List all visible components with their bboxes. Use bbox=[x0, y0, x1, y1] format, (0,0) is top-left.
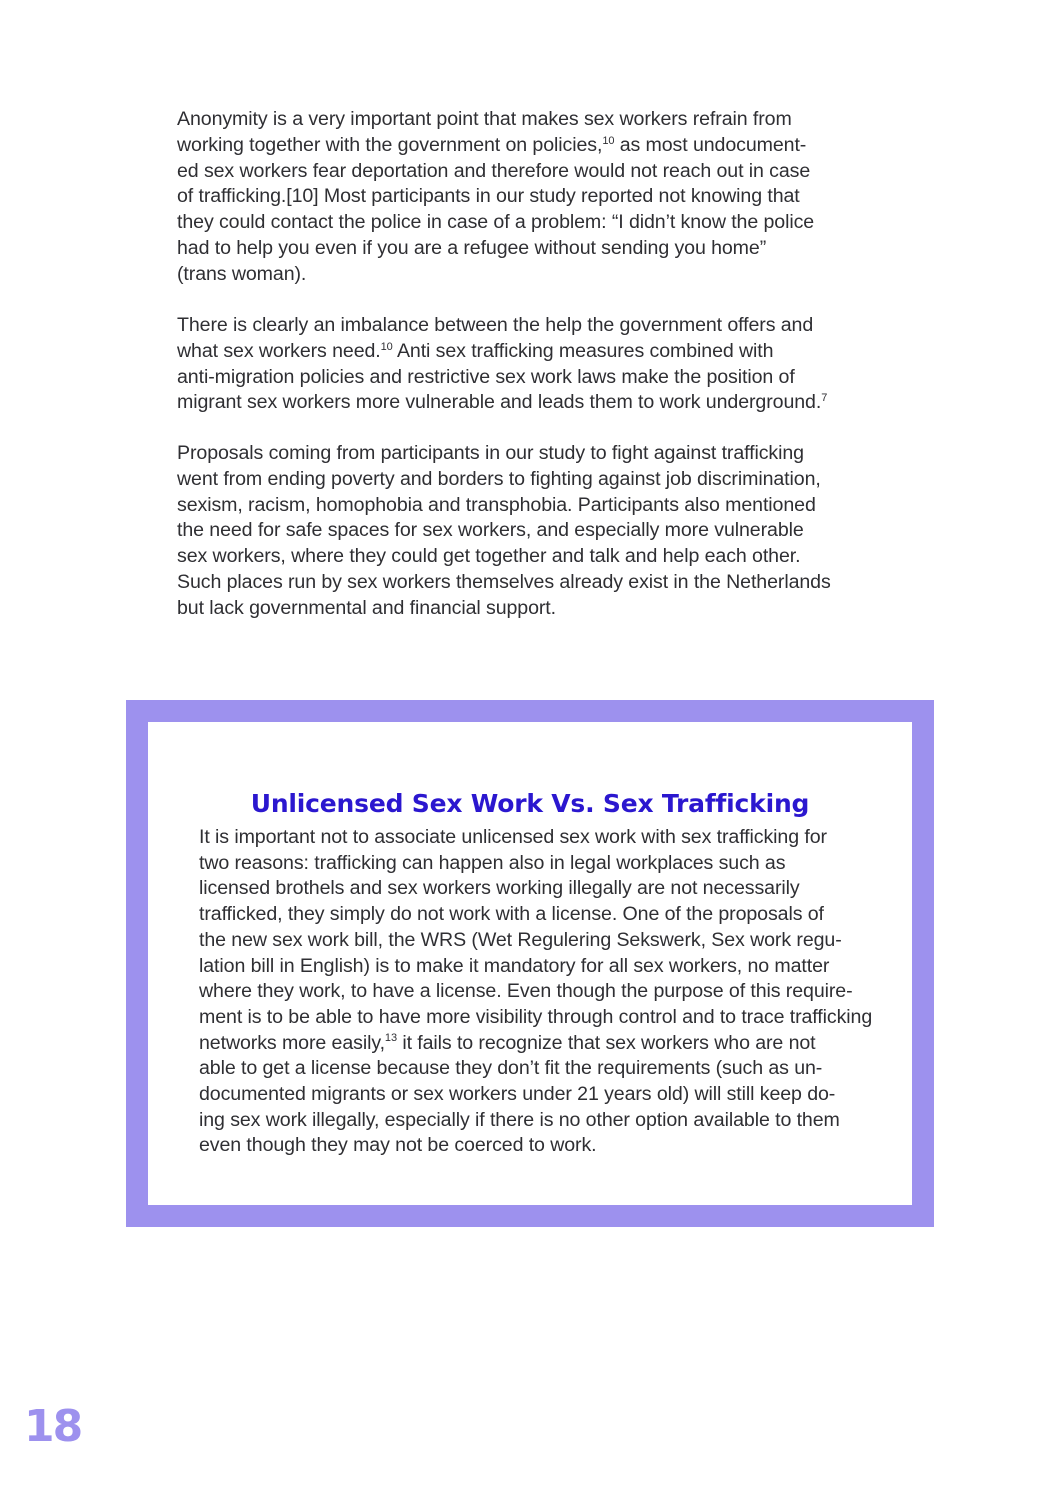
text-line bbox=[177, 493, 889, 519]
text-line bbox=[177, 236, 889, 262]
text-line bbox=[199, 1082, 911, 1108]
text-run: lation bill in English) is to make it mandatory for all sex workers, no matter bbox=[199, 954, 830, 977]
callout-box bbox=[126, 700, 934, 1227]
text-line bbox=[177, 441, 889, 467]
text-line bbox=[177, 184, 889, 210]
footnote-reference: 10 bbox=[380, 340, 393, 353]
text-line bbox=[199, 954, 911, 980]
footnote-reference: 7 bbox=[821, 392, 828, 405]
text-run: able to get a license because they don’t fit the requirements (such as un- bbox=[199, 1057, 823, 1080]
text-line bbox=[199, 1133, 911, 1159]
text-line bbox=[177, 518, 889, 544]
text-run: had to help you even if you are a refugee without sending you home” bbox=[177, 236, 767, 259]
text-line bbox=[199, 1108, 911, 1134]
text-line bbox=[177, 467, 889, 493]
callout-paragraph bbox=[199, 825, 911, 1159]
body-paragraph-anonymity bbox=[177, 107, 889, 288]
text-run: of trafficking.[10] Most participants in our study reported not knowing that bbox=[177, 185, 800, 208]
text-run: Proposals coming from participants in our study to fight against trafficking bbox=[177, 442, 804, 464]
text-run: the new sex work bill, the WRS (Wet Regulering Sekswerk, Sex work regu- bbox=[199, 928, 842, 951]
text-run: licensed brothels and sex workers working illegally are not necessarily bbox=[199, 877, 800, 900]
text-line bbox=[177, 107, 889, 133]
footnote-reference: 13 bbox=[384, 1032, 397, 1045]
text-run: (trans woman). bbox=[177, 262, 307, 285]
text-line bbox=[177, 544, 889, 570]
text-run: Anonymity is a very important point that makes sex workers refrain from bbox=[177, 108, 792, 130]
page-number: 18 bbox=[24, 1401, 82, 1452]
text-line bbox=[199, 851, 911, 877]
text-run: Anti sex trafficking measures combined with bbox=[392, 339, 774, 362]
text-line bbox=[177, 210, 889, 236]
text-line bbox=[199, 876, 911, 902]
text-run: migrant sex workers more vulnerable and leads them to work underground. bbox=[177, 391, 822, 414]
text-run: even though they may not be coerced to work. bbox=[199, 1134, 597, 1157]
text-run: but lack governmental and financial support. bbox=[177, 596, 556, 619]
text-line bbox=[177, 339, 889, 365]
text-run: Such places run by sex workers themselves already exist in the Netherlands bbox=[177, 570, 831, 593]
text-line bbox=[199, 902, 911, 928]
text-line bbox=[199, 1005, 911, 1031]
text-run: went from ending poverty and borders to fighting against job discrimination, bbox=[177, 467, 821, 490]
text-run: ed sex workers fear deportation and therefore would not reach out in case bbox=[177, 159, 811, 182]
body-paragraph-imbalance bbox=[177, 313, 889, 416]
text-run: they could contact the police in case of a problem: “I didn’t know the police bbox=[177, 211, 815, 234]
text-run: sex workers, where they could get together and talk and help each other. bbox=[177, 545, 801, 568]
text-line bbox=[199, 1031, 911, 1057]
text-run: trafficked, they simply do not work with a license. One of the proposals of bbox=[199, 903, 824, 926]
text-line bbox=[177, 390, 889, 416]
text-line bbox=[177, 365, 889, 391]
text-run: sexism, racism, homophobia and transphobia. Participants also mentioned bbox=[177, 493, 816, 516]
text-line bbox=[177, 313, 889, 339]
text-line bbox=[177, 596, 889, 622]
text-line bbox=[177, 570, 889, 596]
text-line bbox=[199, 979, 911, 1005]
text-run: as most undocument- bbox=[614, 133, 807, 156]
text-run: the need for safe spaces for sex workers, and especially more vulnerable bbox=[177, 519, 804, 542]
text-line bbox=[177, 133, 889, 159]
text-run: ing sex work illegally, especially if there is no other option available to them bbox=[199, 1108, 840, 1131]
text-run: There is clearly an imbalance between the help the government offers and bbox=[177, 314, 814, 336]
text-run: documented migrants or sex workers under 21 years old) will still keep do- bbox=[199, 1083, 836, 1106]
body-paragraph-proposals bbox=[177, 441, 889, 622]
text-line bbox=[199, 1056, 911, 1082]
text-run: what sex workers need. bbox=[177, 339, 381, 362]
text-line bbox=[177, 159, 889, 185]
text-run: two reasons: trafficking can happen also in legal workplaces such as bbox=[199, 851, 786, 874]
text-run: networks more easily, bbox=[199, 1031, 385, 1054]
footnote-reference: 10 bbox=[602, 134, 615, 147]
text-line bbox=[199, 928, 911, 954]
text-run: where they work, to have a license. Even though the purpose of this require- bbox=[199, 980, 853, 1003]
text-line bbox=[177, 262, 889, 288]
text-run: It is important not to associate unlicensed sex work with sex trafficking for bbox=[199, 826, 827, 848]
callout-content bbox=[148, 722, 912, 1205]
text-run: it fails to recognize that sex workers who are not bbox=[396, 1031, 816, 1054]
callout-title: Unlicensed Sex Work Vs. Sex Trafficking bbox=[250, 789, 810, 818]
text-run: ment is to be able to have more visibility through control and to trace trafficking bbox=[199, 1005, 873, 1028]
text-run: working together with the government on policies, bbox=[177, 133, 603, 156]
text-run: anti-migration policies and restrictive sex work laws make the position of bbox=[177, 365, 795, 388]
text-line bbox=[199, 825, 911, 851]
